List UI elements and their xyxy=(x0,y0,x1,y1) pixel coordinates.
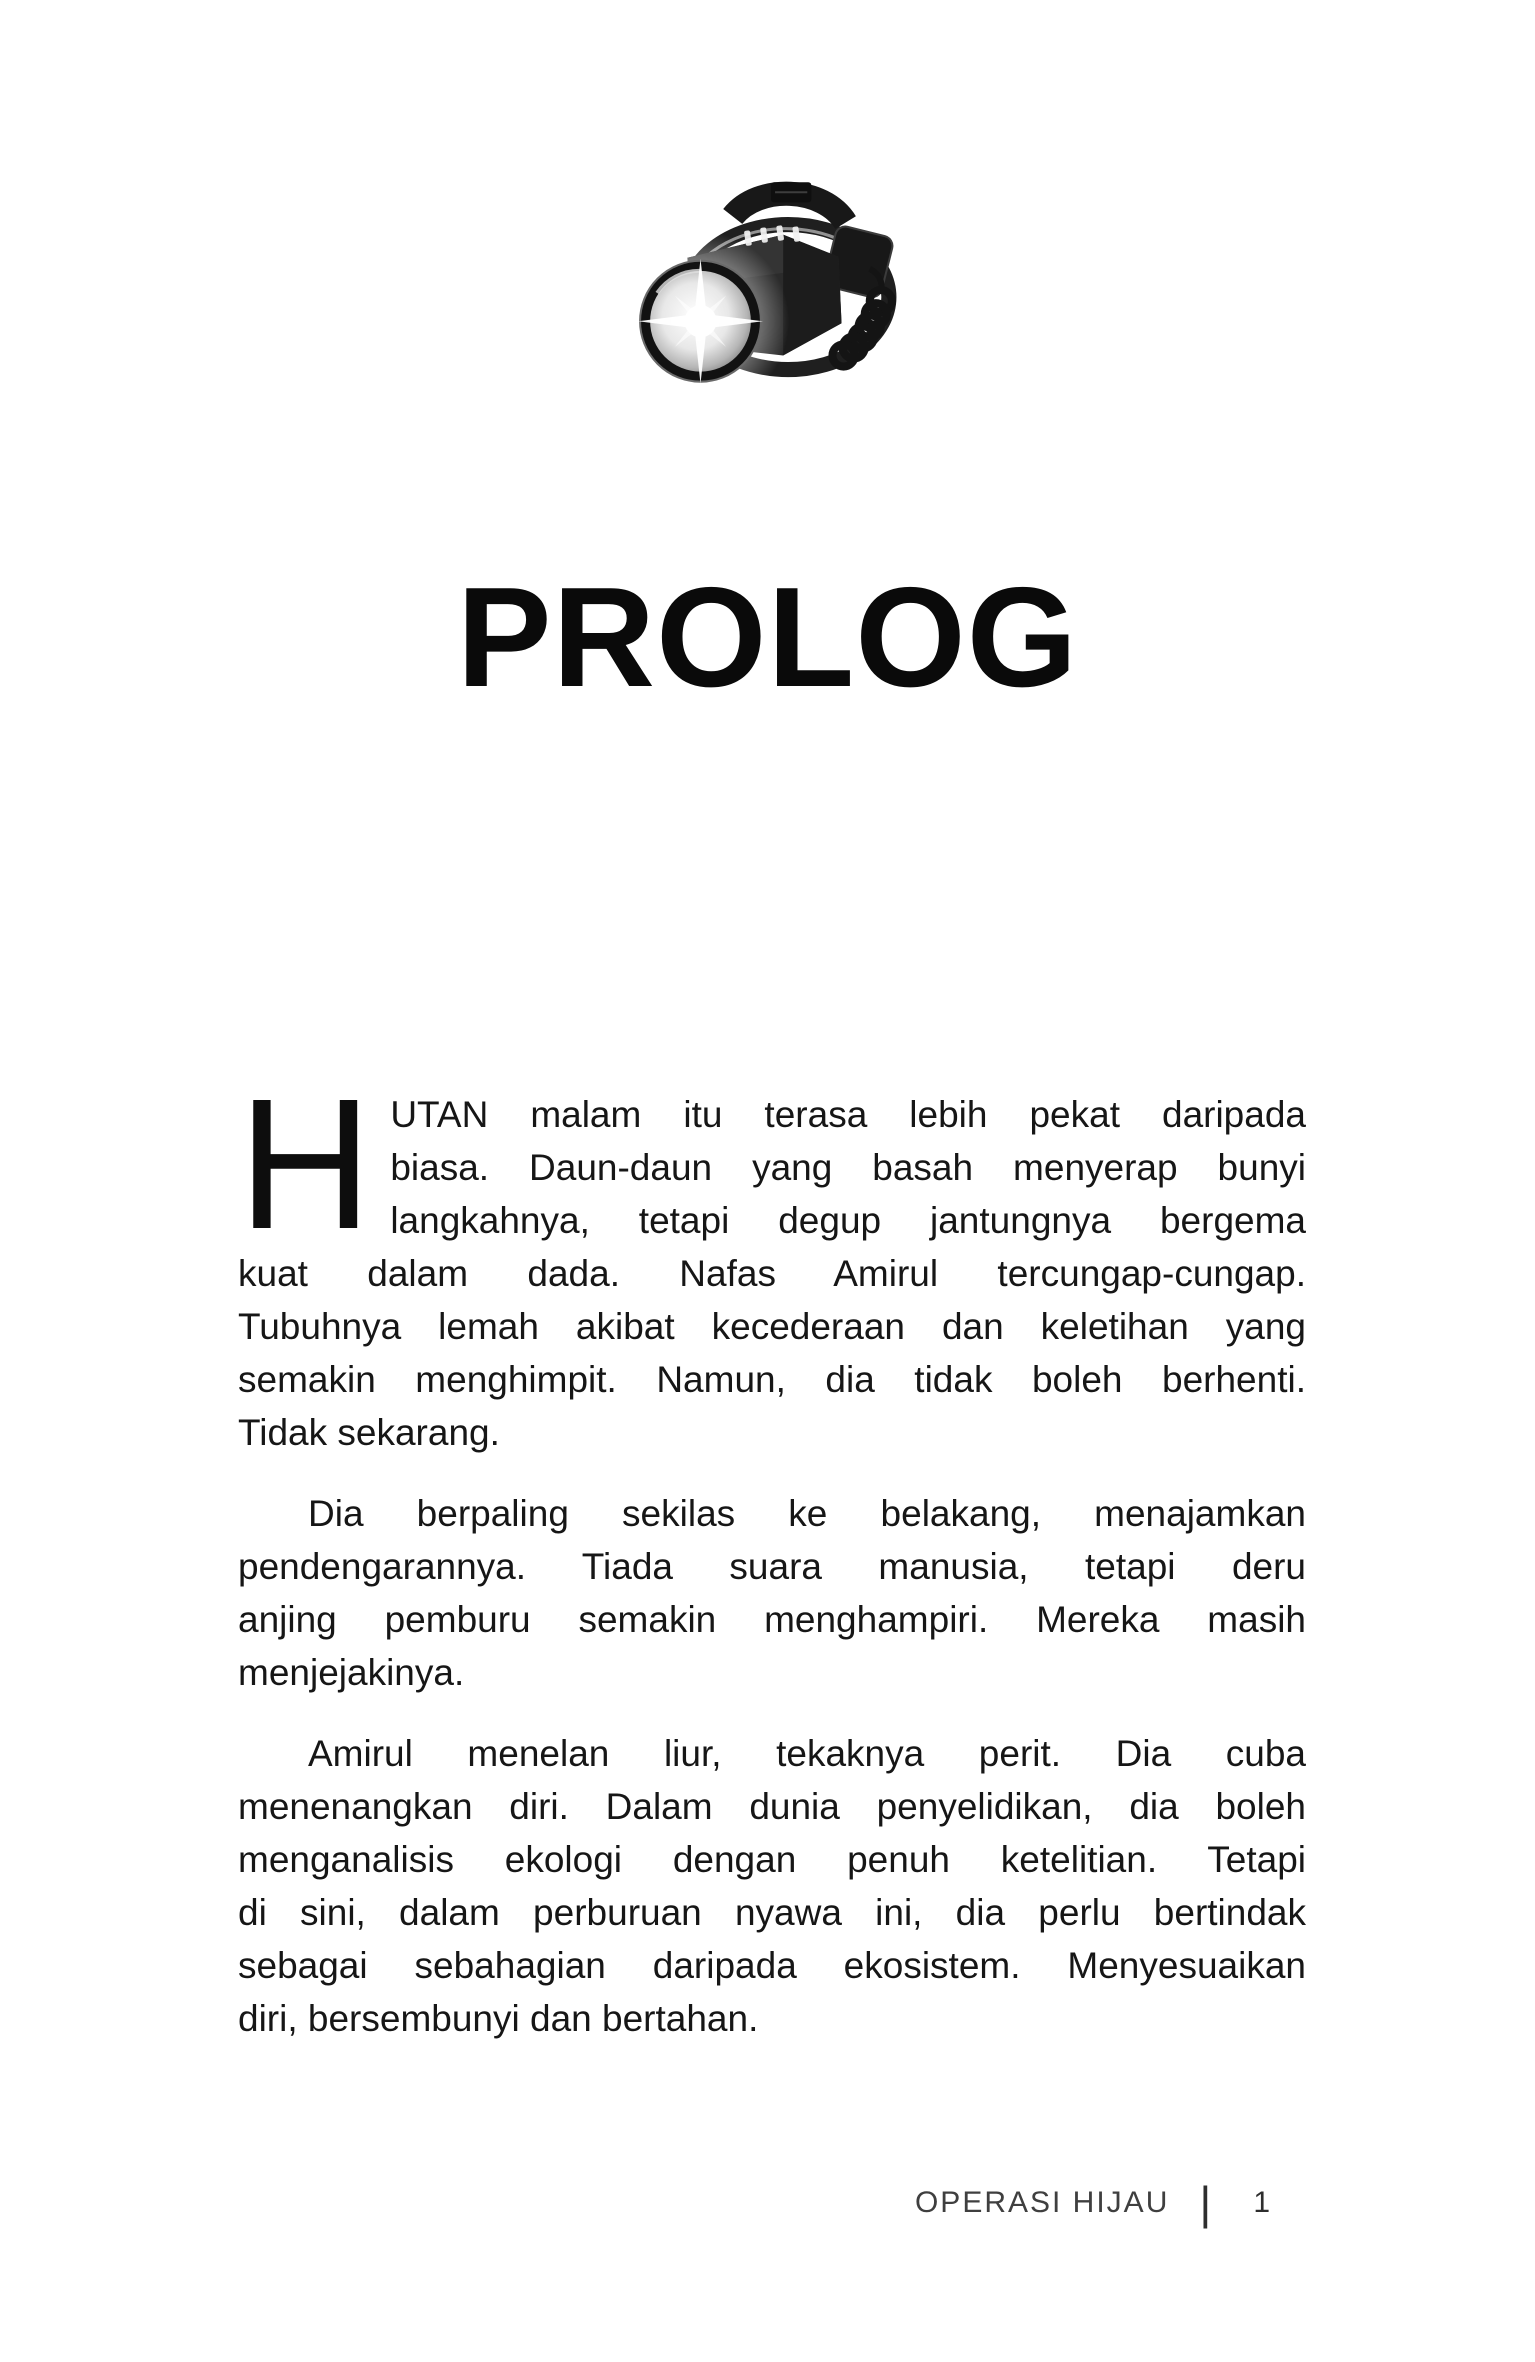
text-line: Tidak sekarang. xyxy=(238,1412,500,1453)
body-text xyxy=(238,1061,1306,2045)
text-line: di sini, dalam perburuan nyawa ini, dia perlu bertindak xyxy=(238,1892,1306,1933)
paragraph xyxy=(238,1727,1306,2045)
text-line: menjejakinya. xyxy=(238,1652,465,1693)
paragraph xyxy=(238,1487,1306,1699)
drop-cap: H xyxy=(238,1061,373,1268)
footer-page-number: 1 xyxy=(1253,2186,1270,2219)
text-line: langkahnya, tetapi degup jantungnya bergema xyxy=(390,1200,1306,1241)
text-line: Amirul menelan liur, tekaknya perit. Dia cuba xyxy=(308,1733,1306,1774)
text-line: Tubuhnya lemah akibat kecederaan dan keletihan yang xyxy=(238,1306,1306,1347)
headlamp-illustration xyxy=(632,172,904,404)
text-line: diri, bersembunyi dan bertahan. xyxy=(238,1998,759,2039)
text-line: pendengarannya. Tiada suara manusia, tetapi deru xyxy=(238,1546,1306,1587)
text-line: anjing pemburu semakin menghampiri. Mereka masih xyxy=(238,1599,1306,1640)
headlamp-image xyxy=(0,172,1535,404)
paragraph xyxy=(238,1061,1306,1459)
text-line: menganalisis ekologi dengan penuh ketelitian. Tetapi xyxy=(238,1839,1306,1880)
coiled-cable xyxy=(832,290,891,367)
text-line: Dia berpaling sekilas ke belakang, menajamkan xyxy=(308,1493,1306,1534)
page-footer xyxy=(914,2177,1270,2229)
text-line: biasa. Daun-daun yang basah menyerap bunyi xyxy=(390,1147,1306,1188)
text-line: kuat dalam dada. Nafas Amirul tercungap-cungap. xyxy=(238,1253,1306,1294)
text-line: sebagai sebahagian daripada ekosistem. Menyesuaikan xyxy=(238,1945,1306,1986)
text-line: menenangkan diri. Dalam dunia penyelidikan, dia boleh xyxy=(238,1786,1306,1827)
chapter-title: PROLOG xyxy=(456,558,1079,718)
footer-book-title: OPERASI HIJAU xyxy=(914,2186,1170,2219)
text-line: semakin menghimpit. Namun, dia tidak boleh berhenti. xyxy=(238,1359,1306,1400)
footer-separator: | xyxy=(1199,2177,1212,2229)
text-line: UTAN malam itu terasa lebih pekat daripada xyxy=(390,1094,1306,1135)
